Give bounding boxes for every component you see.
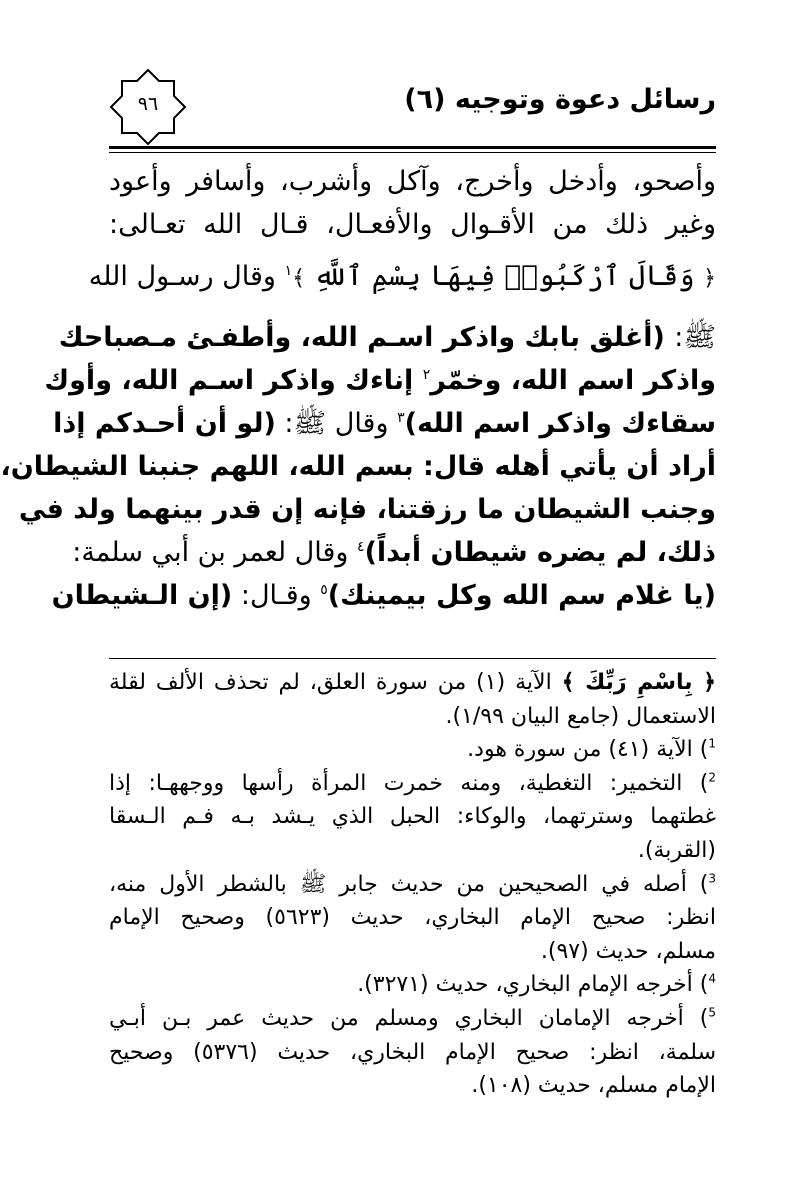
footnote-3-line-2: انظر: صحيح الإمام البخاري، حديث (٥٦٢٣) وصحيح الإمام — [109, 905, 717, 931]
footnote-5-line-3: الإمام مسلم، حديث (١٠٨). — [471, 1073, 716, 1099]
footnote-1 — [109, 733, 716, 767]
hadith-line-7 — [51, 574, 716, 617]
footnote-text: ) الآية (٤١) من سورة هود. — [467, 737, 709, 763]
pbuh-symbol: ﷺ: — [674, 322, 716, 353]
text-segment: وقال رسـول الله — [88, 261, 276, 292]
footnote-ref: ٢ — [422, 367, 431, 383]
hadith-text: (لو أن أحـدكم إذا — [53, 408, 276, 439]
footnote-0-line-2: الاستعمال (جامع البيان ١/٩٩). — [445, 703, 716, 729]
text-segment: وقال ﷺ: — [284, 408, 389, 439]
main-text — [0, 160, 716, 617]
hadith-line-2 — [44, 359, 716, 402]
page-header — [109, 64, 716, 144]
footnote-text: ) أصله في الصحيحين من حديث جابر ﷺ بالشطر الأول منه، — [109, 871, 709, 897]
footnote-number: 4 — [708, 972, 716, 987]
footnote-ref: ٤ — [357, 539, 365, 555]
footnote-ref: ٣ — [397, 410, 405, 426]
hadith-line-1 — [58, 316, 716, 359]
footnote-ref: ١ — [284, 263, 293, 279]
footnote-ref: ٥ — [320, 582, 328, 598]
hadith-line-3 — [53, 402, 716, 445]
verse-bracket-open: ﴿ — [703, 266, 716, 291]
hadith-text: واذكر اسم الله، وخمّر — [430, 365, 716, 396]
footnote-2-line-1 — [109, 767, 716, 801]
footnote-0-line-1 — [109, 666, 716, 700]
verse-bracket-close: ﴾ — [292, 266, 305, 291]
hadith-line-4: أراد أن يأتي أهله قال: بسم الله، اللهم جنبنا الشيطان، — [0, 451, 716, 482]
text-segment: وقال لعمر بن أبي سلمة: — [72, 537, 349, 568]
header-rule-thick — [109, 146, 716, 149]
hadith-text: ذلك، لم يضره شيطان أبداً) — [364, 537, 716, 568]
footnote-4 — [109, 968, 716, 1002]
hadith-text: سقاءك واذكر اسم الله) — [404, 408, 716, 439]
text-line-1: وأصحو، وأدخل وأخرج، وآكل وأشرب، وأسافر وأعود — [109, 166, 716, 197]
footnote-3-line-3: مسلم، حديث (٩٧). — [540, 938, 716, 964]
footnote-number: 5 — [708, 1005, 716, 1020]
verse-line — [88, 246, 716, 306]
quran-verse: وَقَالَ ٱرْكَبُوا۟ فِيهَا بِسْمِ ٱللَّهِ — [313, 259, 695, 292]
footnotes — [109, 666, 716, 1103]
footnote-number: 3 — [708, 871, 716, 886]
page-number-badge — [109, 68, 187, 146]
header-rule-thin — [109, 152, 716, 153]
footnote-text: ) أخرجه الإمام البخاري، حديث (٣٢٧١). — [357, 972, 709, 998]
footnote-separator — [109, 658, 716, 659]
page-number: ٩٦ — [137, 93, 159, 115]
hadith-text: (أغلق بابك واذكر اسـم الله، وأطفـئ مـصباحك — [58, 322, 665, 353]
text-line-2: وغير ذلك من الأقـوال والأفعـال، قـال الله تعـالى: — [109, 209, 716, 240]
footnote-2-line-2: غطتهما وسترتهما، والوكاء: الحبل الذي يـشد بـه فـم الـسقا — [109, 804, 716, 830]
footnote-number: 2 — [708, 770, 716, 785]
footnote-5-line-2: سلمة، انظر: صحيح الإمام البخاري، حديث (٥٣٧٦) وصحيح — [109, 1039, 717, 1065]
running-title: رسائل دعوة وتوجيه (٦) — [404, 84, 716, 115]
footnote-3-line-1 — [109, 868, 716, 902]
footnote-text: الآية (١) من سورة العلق، لم تحذف الألف لقلة — [109, 670, 552, 695]
footnote-text: ) التخمير: التغطية، ومنه خمرت المرأة رأسها ووجههـا: إذا — [109, 770, 709, 796]
hadith-line-5: وجنب الشيطان ما رزقتنا، فإنه إن قدر بينهما ولد في — [18, 494, 716, 525]
hadith-line-6 — [72, 531, 716, 574]
hadith-text: (إن الـشيطان — [51, 580, 233, 611]
text-segment: وقـال: — [240, 580, 312, 611]
hadith-text: إناءك واذكر اسـم الله، وأوك — [44, 365, 414, 396]
footnote-number: 1 — [708, 736, 716, 751]
footnote-2-line-3: (القربة). — [637, 837, 716, 863]
quran-citation: ﴿ بِاسْمِ رَبِّكَ ﴾ — [561, 670, 717, 695]
footnote-text: ) أخرجه الإمامان البخاري ومسلم من حديث عمر بـن أبـي — [109, 1005, 709, 1031]
footnote-5-line-1 — [109, 1002, 716, 1036]
hadith-text: (يا غلام سم الله وكل بيمينك) — [327, 580, 716, 611]
